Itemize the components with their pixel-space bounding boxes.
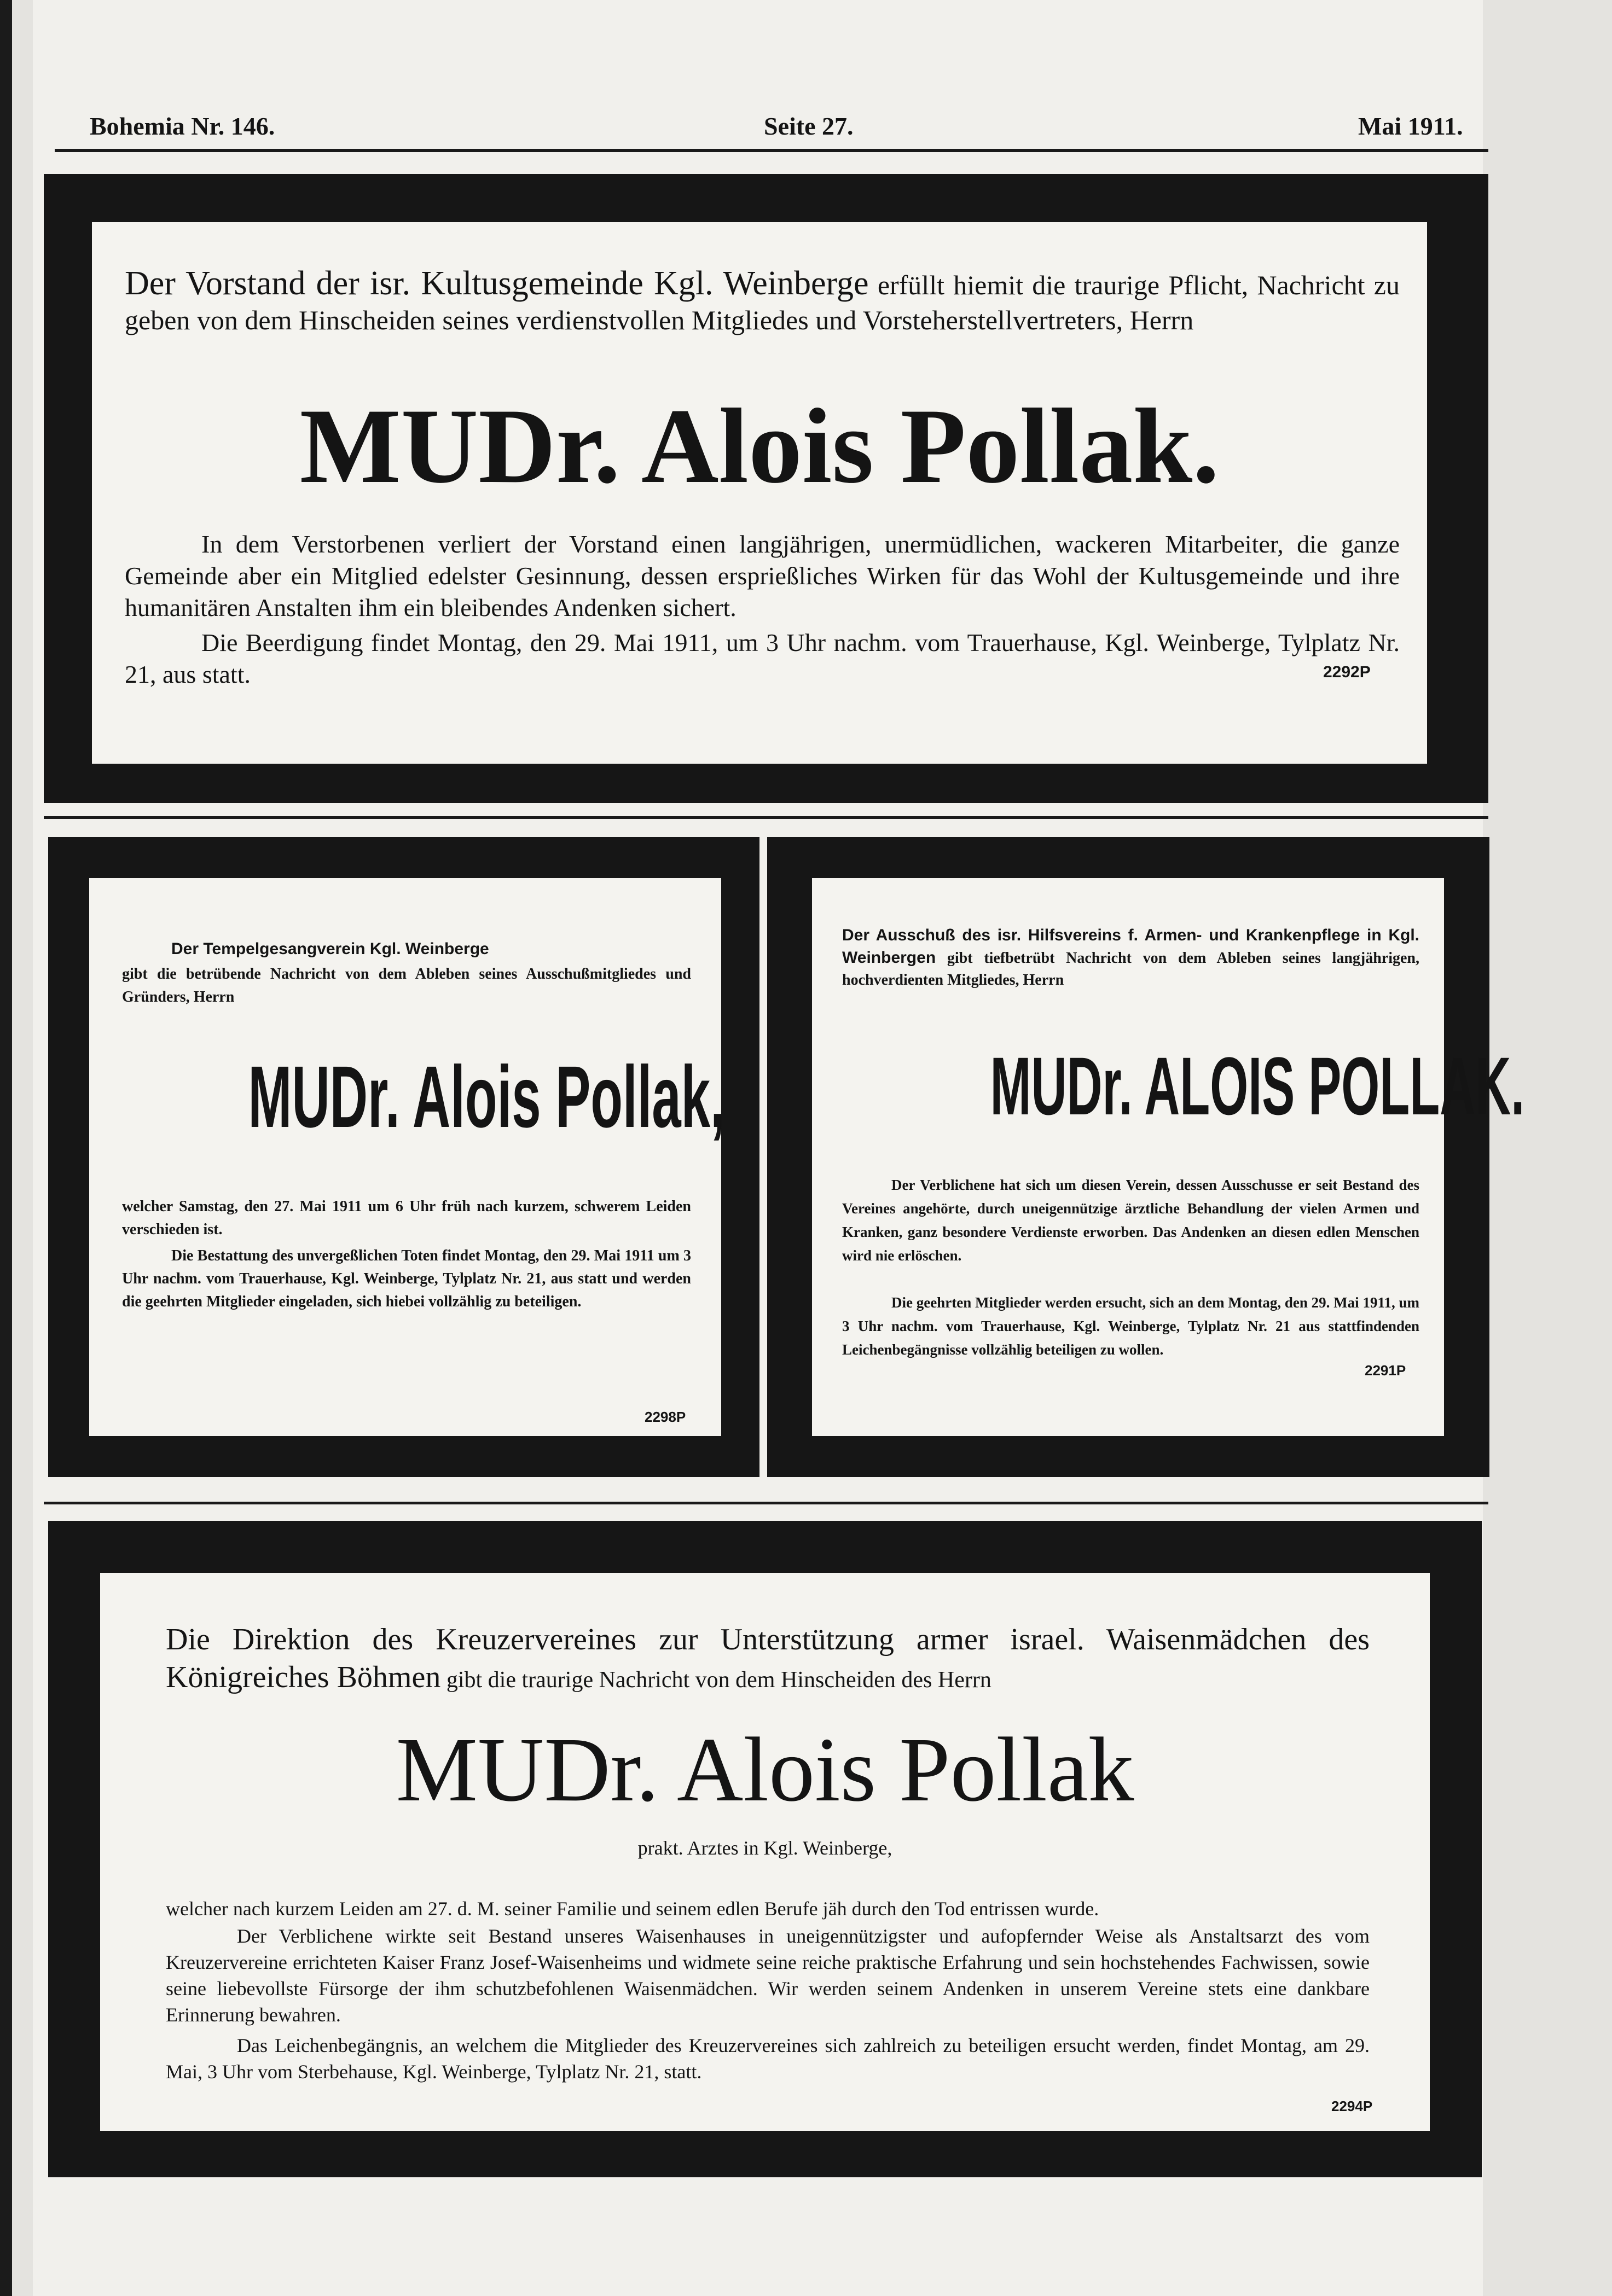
notice-left-ref: 2298P [645,1409,686,1425]
page-number: Seite 27. [764,112,854,140]
notice-right-intro-text: gibt tiefbetrübt Nachricht von dem Ableben seines langjährigen, hochverdienten Mitgliedes, Herrn [842,950,1419,989]
publication-issue: Bohemia Nr. 146. [90,112,275,140]
notice-right-org: Der Ausschuß des isr. Hilfsvereins f. Armen- und Krankenpflege in Kgl. Weinbergen [842,926,1419,967]
notice-right-name [812,1037,1525,1135]
notice-left-name [89,1048,725,1146]
notice-bottom-intro-text: gibt die traurige Nachricht von dem Hinscheiden des Herrn [446,1667,991,1693]
notice-right-name-text: MUDr. ALOIS POLLAK. [990,1040,1525,1132]
issue-date: Mai 1911. [1358,112,1463,140]
notice-bottom-death: welcher nach kurzem Leiden am 27. d. M. seiner Familie und seinem edlen Berufe jäh durch den Tod entrissen wurde. [166,1898,1099,1920]
notice-right-intro [842,925,1419,991]
notice-top-intro [125,266,1400,338]
notice-right-body: Der Verblichene hat sich um diesen Verein, dessen Ausschusse er seit Bestand des Vereines angehörte, durch uneigennützige ärztliche Behandlung der vielen Armen und Kranken, ganz besondere Verdienste erworben. Das Andenken an diesen edlen Menschen wird nie erlöschen. [842,1177,1419,1264]
notice-right-frame [767,837,1525,1477]
notice-bottom-funeral: Das Leichenbegängnis, an welchem die Mitglieder des Kreuzervereines sich zahlreich zu beteiligen ersucht werden, findet Montag, am 29. Mai, 3 Uhr vom Sterbehause, Kgl. Weinberge, Tylplatz Nr. 21, statt. [166,2035,1370,2083]
page-header [61,104,1489,148]
notice-top-org: Der Vorstand der isr. Kultusgemeinde Kgl. Weinberge [125,265,869,302]
notice-left-frame [48,837,759,1477]
notice-bottom-frame [48,1521,1482,2177]
notice-bottom-panel [100,1573,1430,2131]
notice-bottom-body: Der Verblichene wirkte seit Bestand unseres Waisenhauses in uneigennützigster und aufopfernder Weise als Anstaltsarzt des vom Kreuzervereine errichteten Kaiser Franz Josef-Waisenheims und widmete seine reiche praktische Erfahrung und sein hochstehendes Fachwissen, sowie seine liebevollste Fürsorge der ihm schutzbefohlenen Waisenmädchen. Wir werden seinem Andenken in unserem Vereine stets eine dankbare Erinnerung bewahren. [166,1925,1370,2026]
notice-left-death: welcher Samstag, den 27. Mai 1911 um 6 Uhr früh nach kurzem, schwerem Leiden verschieden ist. [122,1198,691,1238]
notice-left-name-text: MUDr. Alois Pollak, [248,1048,725,1146]
notice-right-funeral: Die geehrten Mitglieder werden ersucht, sich an dem Montag, den 29. Mai 1911, um 3 Uhr nachm. vom Trauerhause, Kgl. Weinberge, Tylplatz Nr. 21 aus stattfindenden Leichenbegängnisse vollzählig beteiligen zu wollen. [842,1294,1419,1358]
notice-bottom-name: MUDr. Alois Pollak [396,1719,1134,1821]
notice-top-frame [44,174,1488,803]
notice-left-funeral: Die Bestattung des unvergeßlichen Toten findet Montag, den 29. Mai 1911 um 3 Uhr nachm. vom Trauerhause, Kgl. Weinberge, Tylplatz Nr. 21, aus statt und werden die geehrten Mitglieder eingeladen, sich hiebei vollzählig zu beteiligen. [122,1247,691,1310]
notice-left-panel [89,878,725,1436]
notice-top-intro-text: erfüllt hiemit die traurige Pflicht, Nachricht zu geben von dem Hinscheiden seines verdienstvollen Mitgliedes und Vorsteherstellvertreters, Herrn [125,270,1400,335]
notice-bottom-title: prakt. Arztes in Kgl. Weinberge, [637,1837,892,1859]
notice-left-org: Der Tempelgesangverein Kgl. Weinberge [171,940,489,958]
scan-edge [0,0,12,2296]
notice-right-ref: 2291P [1365,1362,1406,1379]
notice-bottom-intro [166,1622,1370,1698]
header-rule [55,149,1488,152]
rule-below-top-notice [44,816,1488,819]
notice-bottom-org: Die Direktion des Kreuzervereines zur Unterstützung armer israel. Waisenmädchen des Königreiches Böhmen [166,1623,1370,1694]
notice-top-panel [92,222,1427,764]
notice-right-panel [812,878,1525,1436]
notice-top-funeral: Die Beerdigung findet Montag, den 29. Mai 1911, um 3 Uhr nachm. vom Trauerhause, Kgl. Weinberge, Tylplatz Nr. 21, aus statt. [125,629,1400,688]
notice-left-intro: gibt die betrübende Nachricht von dem Ableben seines Ausschußmitgliedes und Gründers, Herrn [122,966,691,1005]
notice-top-body: In dem Verstorbenen verliert der Vorstand einen langjährigen, unermüdlichen, wackeren Mitarbeiter, die ganze Gemeinde aber ein Mitglied edelster Gesinnung, dessen ersprießliches Wirken für das Wohl der Kultusgemeinde und ihre humanitären Anstalten ihm ein bleibendes Andenken sichert. [125,530,1400,621]
newspaper-page [33,0,1525,2296]
notice-top-name: MUDr. Alois Pollak. [299,387,1220,505]
notice-top-ref: 2292P [1323,663,1371,681]
notice-bottom-ref: 2294P [1331,2098,1373,2114]
rule-above-bottom-notice [44,1502,1488,1504]
